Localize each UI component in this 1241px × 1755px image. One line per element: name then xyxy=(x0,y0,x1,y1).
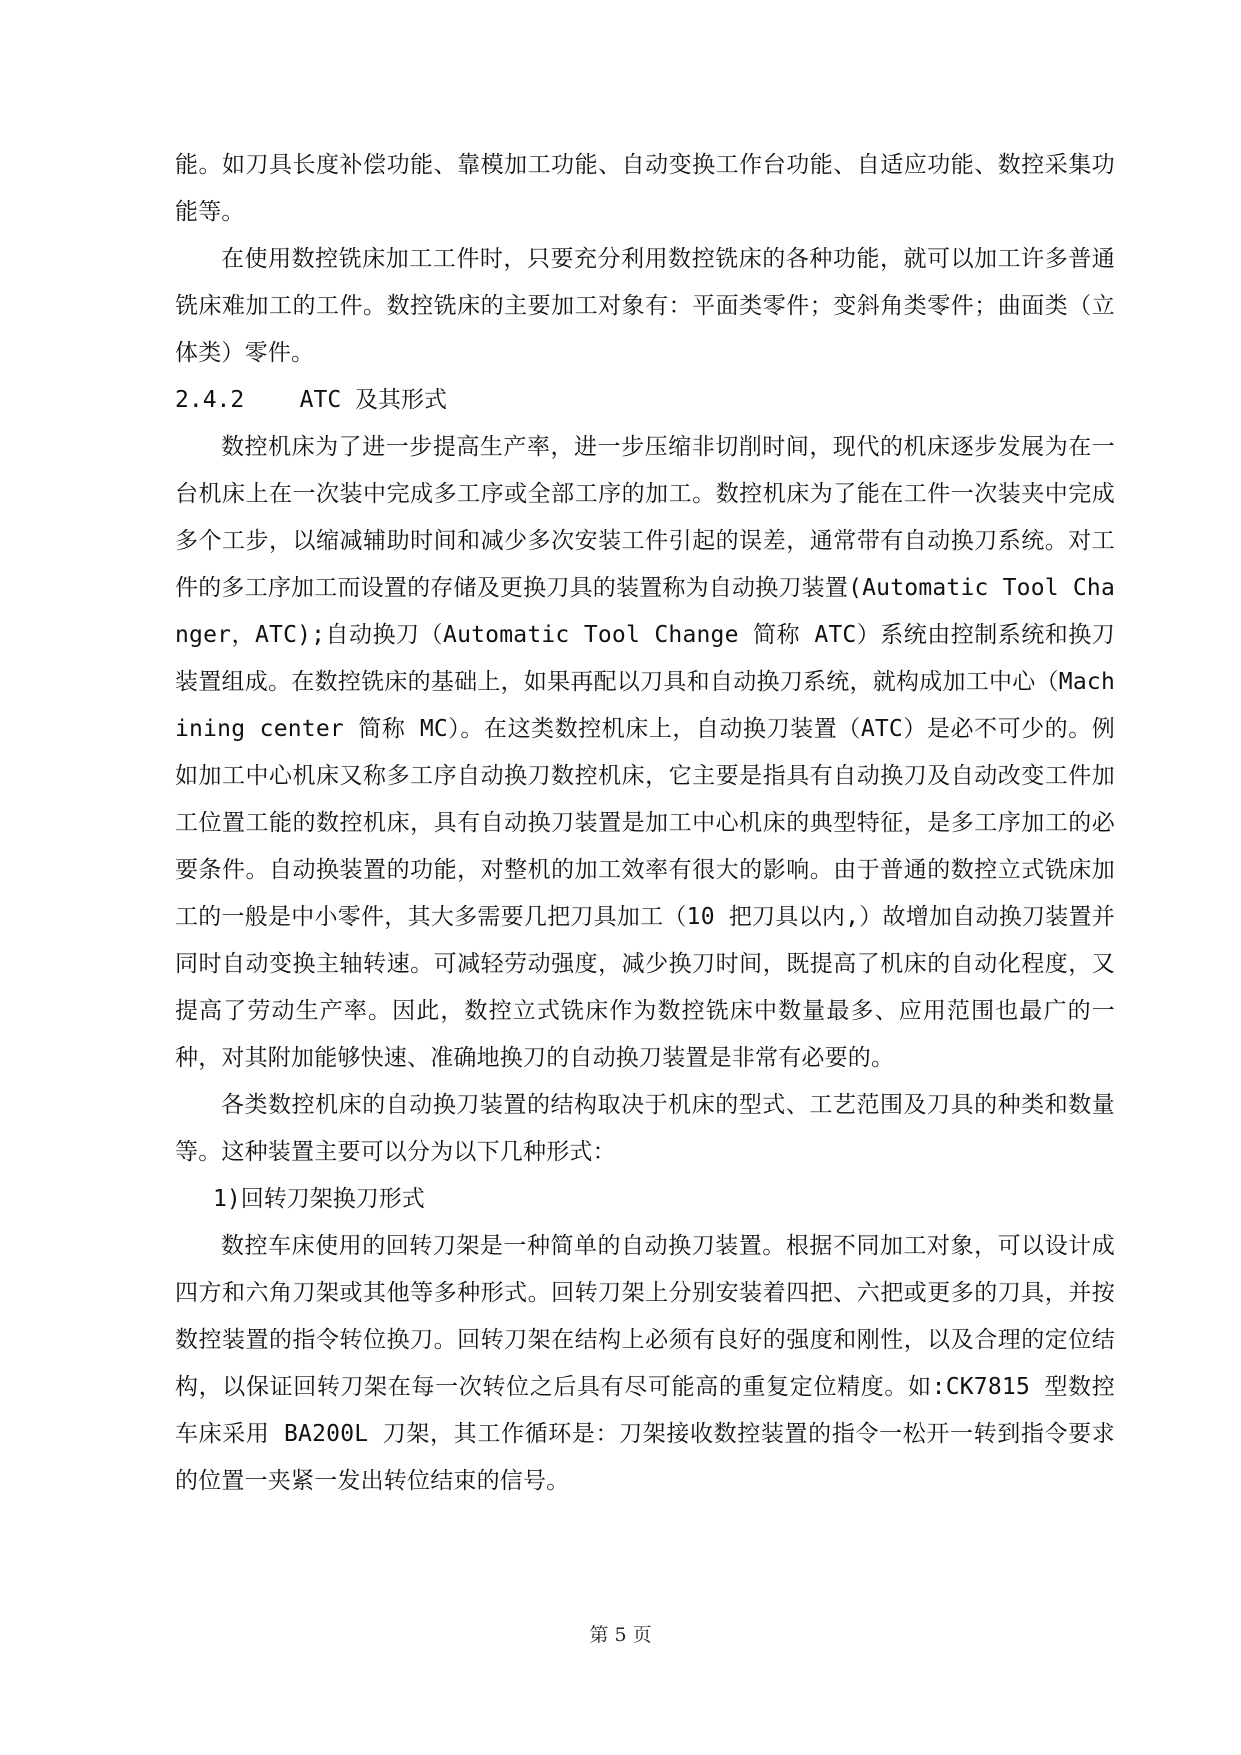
paragraph-atc-intro: 数控机床为了进一步提高生产率，进一步压缩非切削时间，现代的机床逐步发展为在一台机床上在一次装中完成多工序或全部工序的加工。数控机床为了能在工件一次装夹中完成多个工步，以缩减辅助时间和减少多次安装工件引起的误差，通常带有自动换刀系统。对工件的多工序加工而设置的存储及更换刀具的装置称为自动换刀装置(Automatic Tool Changer，ATC);自动换刀（Automatic Tool Change 简称 ATC）系统由控制系统和换刀装置组成。在数控铣床的基础上，如果再配以刀具和自动换刀系统，就构成加工中心（Machining center 简称 MC）。在这类数控机床上，自动换刀装置（ATC）是必不可少的。例如加工中心机床又称多工序自动换刀数控机床，它主要是指具有自动换刀及自动改变工件加工位置工能的数控机床，具有自动换刀装置是加工中心机床的典型特征，是多工序加工的必要条件。自动换装置的功能，对整机的加工效率有很大的影响。由于普通的数控立式铣床加工的一般是中小零件，其大多需要几把刀具加工（10 把刀具以内,）故增加自动换刀装置并同时自动变换主轴转速。可减轻劳动强度，减少换刀时间，既提高了机床的自动化程度，又提高了劳动生产率。因此，数控立式铣床作为数控铣床中数量最多、应用范围也最广的一种，对其附加能够快速、准确地换刀的自动换刀装置是非常有必要的。 xyxy=(175,434,1115,1071)
document-body xyxy=(175,142,1115,1505)
paragraph-milling-objects: 在使用数控铣床加工工件时，只要充分利用数控铣床的各种功能，就可以加工许多普通铣床难加工的工件。数控铣床的主要加工对象有：平面类零件；变斜角类零件；曲面类（立体类）零件。 xyxy=(175,246,1115,366)
paragraph-atc-types: 各类数控机床的自动换刀装置的结构取决于机床的型式、工艺范围及刀具的种类和数量等。这种装置主要可以分为以下几种形式： xyxy=(175,1092,1115,1165)
section-title: ATC 及其形式 xyxy=(299,387,448,413)
section-number: 2.4.2 xyxy=(175,387,245,413)
page-number: 第 5 页 xyxy=(589,1624,652,1646)
list-item-turret: 1)回转刀架换刀形式 xyxy=(213,1186,425,1212)
section-heading xyxy=(175,377,1115,424)
paragraph-turret-detail: 数控车床使用的回转刀架是一种简单的自动换刀装置。根据不同加工对象，可以设计成四方和六角刀架或其他等多种形式。回转刀架上分别安装着四把、六把或更多的刀具，并按数控装置的指令转位换刀。回转刀架在结构上必须有良好的强度和刚性，以及合理的定位结构，以保证回转刀架在每一次转位之后具有尽可能高的重复定位精度。如:CK7815 型数控车床采用 BA200L 刀架，其工作循环是：刀架接收数控装置的指令一松开一转到指令要求的位置一夹紧一发出转位结束的信号。 xyxy=(175,1233,1115,1494)
paragraph-continued: 能。如刀具长度补偿功能、靠模加工功能、自动变换工作台功能、自适应功能、数控采集功能等。 xyxy=(175,152,1115,225)
